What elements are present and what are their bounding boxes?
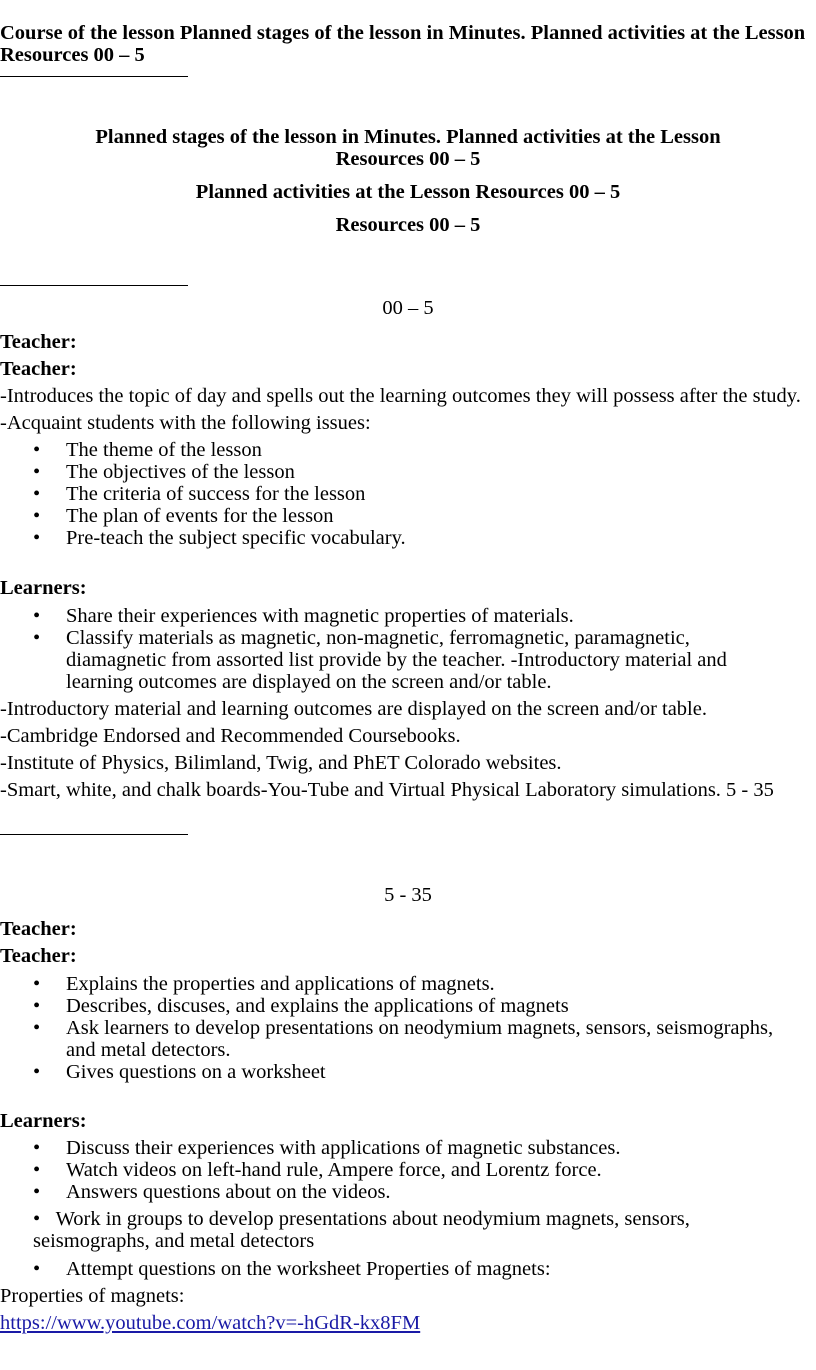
list-item: • Explains the properties and applications of magnets.: [0, 973, 810, 995]
stage2-teacher-list: [0, 973, 810, 1083]
stage1-intro: -Introduces the topic of day and spells out the learning outcomes they will possess after the study.: [0, 385, 801, 407]
stage1-acquaint: -Acquaint students with the following issues:: [0, 412, 371, 434]
resource-line: -Cambridge Endorsed and Recommended Coursebooks.: [0, 725, 461, 747]
divider-1: [0, 76, 188, 77]
bullet: •: [33, 1208, 41, 1230]
resource-line: -Institute of Physics, Bilimland, Twig, and PhET Colorado websites.: [0, 752, 562, 774]
list-item: • The criteria of success for the lesson: [0, 483, 810, 505]
list-item: • Discuss their experiences with applications of magnetic substances.: [0, 1137, 810, 1159]
stage2-teacher-heading-1: Teacher:: [0, 918, 77, 940]
stages-heading: Planned stages of the lesson in Minutes. Planned activities at the Lesson Resources 00 – 5: [95, 126, 721, 170]
list-item: • Classify materials as magnetic, non-magnetic, ferromagnetic, paramagnetic, diamagnetic from assorted list provide by the teacher. -Introductory material and learning outcomes are displayed on the screen and/or table.: [0, 627, 810, 693]
stage2-learners-heading: Learners:: [0, 1110, 87, 1132]
list-item: • The plan of events for the lesson: [0, 505, 810, 527]
stage2-attempt-list: [0, 1258, 810, 1280]
list-item: • Pre-teach the subject specific vocabulary.: [0, 527, 810, 549]
stage1-teacher-body: [0, 385, 810, 549]
stage1-time: 00 – 5: [382, 297, 434, 319]
activities-heading: Planned activities at the Lesson Resources 00 – 5: [195, 181, 621, 203]
list-item: • The objectives of the lesson: [0, 461, 810, 483]
list-item: • Gives questions on a worksheet: [0, 1061, 810, 1083]
group-work-text: Work in groups to develop presentations about neodymium magnets, sensors, seismographs, and metal detectors: [33, 1208, 690, 1252]
stage2-time: 5 - 35: [384, 884, 432, 906]
course-header: Course of the lesson Planned stages of the lesson in Minutes. Planned activities at the Lesson Resources 00 – 5: [0, 22, 806, 66]
resource-line: -Introductory material and learning outcomes are displayed on the screen and/or table.: [0, 698, 707, 720]
properties-label: Properties of magnets:: [0, 1285, 185, 1307]
list-item: • Share their experiences with magnetic properties of materials.: [0, 605, 810, 627]
stage1-issues-list: [0, 439, 810, 549]
resources-heading: Resources 00 – 5: [335, 214, 481, 236]
stage1-learners-heading: Learners:: [0, 577, 87, 599]
stage2-learners-list: [0, 1137, 810, 1203]
stage1-teacher-heading-1: Teacher:: [0, 331, 77, 353]
stage1-teacher-heading-2: Teacher:: [0, 358, 77, 380]
list-item: • Answers questions about on the videos.: [0, 1181, 810, 1203]
list-item: • Watch videos on left-hand rule, Ampere force, and Lorentz force.: [0, 1159, 810, 1181]
stage1-learners-list: [0, 605, 810, 693]
group-work-item: [33, 1208, 803, 1252]
list-item: • The theme of the lesson: [0, 439, 810, 461]
divider-3: [0, 834, 188, 835]
stage2-teacher-heading-2: Teacher:: [0, 945, 77, 967]
resource-line: -Smart, white, and chalk boards-You-Tube and Virtual Physical Laboratory simulations. 5 - 35: [0, 779, 774, 801]
list-item: • Ask learners to develop presentations on neodymium magnets, sensors, seismographs, and metal detectors.: [0, 1017, 810, 1061]
list-item: • Attempt questions on the worksheet Properties of magnets:: [0, 1258, 810, 1280]
stage1-resources: [0, 698, 812, 801]
divider-2: [0, 285, 188, 286]
list-item: • Describes, discuses, and explains the applications of magnets: [0, 995, 810, 1017]
youtube-link[interactable]: https://www.youtube.com/watch?v=-hGdR-kx8FM: [0, 1312, 421, 1334]
